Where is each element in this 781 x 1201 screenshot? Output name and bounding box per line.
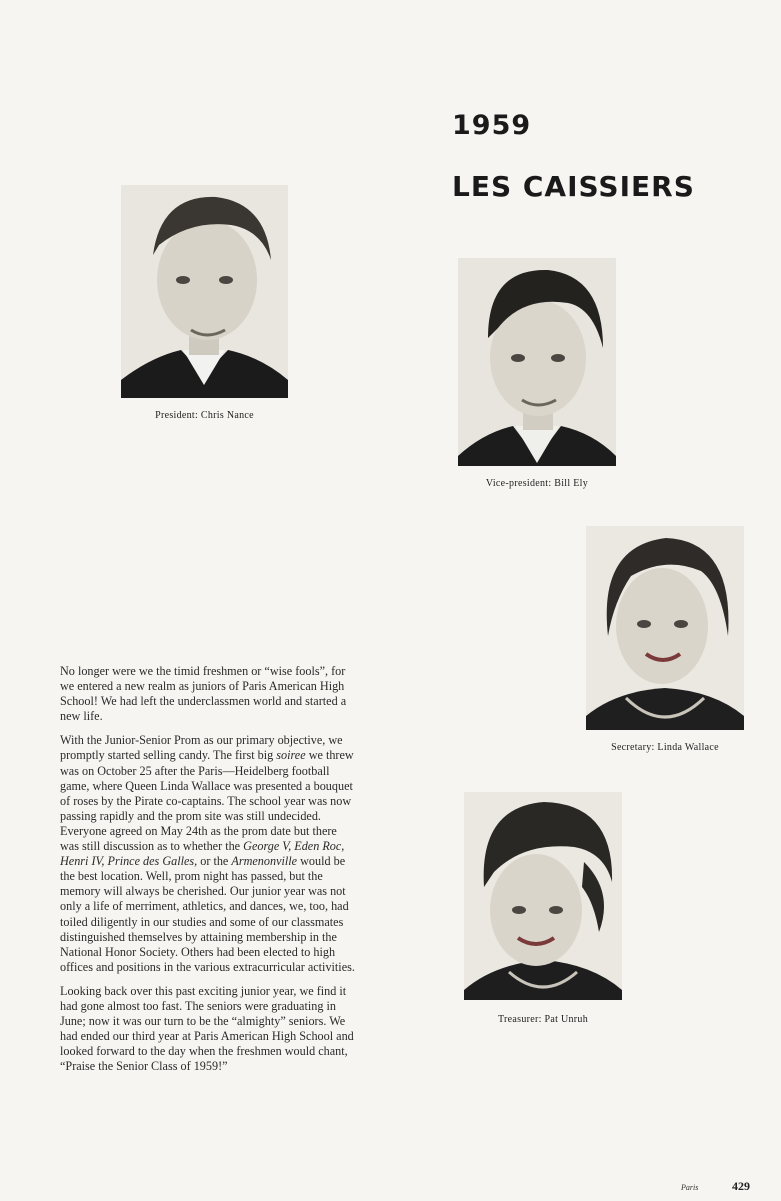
article-p2-armenonville: Armenonville	[231, 854, 298, 869]
secretary-caption: Secretary: Linda Wallace	[611, 742, 719, 753]
article-p2-part-d: would be the best location. Well, prom night has passed, but the memory will always be cherished. Our junior year was not only a life of merriment, athletics, and dances, we, too, had toiled diligently in our studies and some of our classmates distinguished themselves by attaining membership in the National Honor Society. Others had been elected to high offices and positions in the various extracurricular activities.	[60, 854, 355, 974]
article-p2-part-c: or the	[197, 854, 232, 869]
president-caption: President: Chris Nance	[155, 410, 254, 421]
article-paragraph-2	[60, 733, 356, 975]
vice-president-photo	[458, 258, 616, 466]
treasurer-caption: Treasurer: Pat Unruh	[497, 1014, 589, 1025]
footer-page-number: 429	[732, 1179, 750, 1193]
article-paragraph-1: No longer were we the timid freshmen or “wise fools”, for we entered a new realm as juniors of Paris American High School! We had left the underclassmen world and started a new life.	[60, 664, 347, 724]
secretary-photo	[586, 526, 744, 730]
president-photo	[121, 185, 288, 398]
page-title: LES CAISSIERS	[452, 170, 695, 203]
article-p2-part-a: With the Junior-Senior Prom as our primary objective, we promptly started selling candy. The first big	[60, 733, 343, 763]
vice-president-caption: Vice-president: Bill Ely	[485, 478, 589, 489]
article-body	[60, 664, 356, 1083]
article-p2-part-b: we threw was on October 25 after the Paris—Heidelberg football game, where Queen Linda Wallace was presented a bouquet of roses by the Pirate co-captains. The school year was now passing rapidly and the prom site was still undecided. Everyone agreed on May 24th as the prom date but there was still discussion as to whether the	[60, 748, 354, 854]
article-paragraph-3: Looking back over this past exciting junior year, we find it had gone almost too fast. The seniors were graduating in June; now it was our turn to be the “almighty” seniors. We had ended our third year at Paris American High School and looked forward to the day when the freshmen would chant, “Praise the Senior Class of 1959!”	[60, 983, 354, 1074]
page-year: 1959	[452, 110, 532, 141]
article-p2-soiree: soiree	[276, 748, 306, 763]
article-p2-venues: George V, Eden Roc, Henri IV, Prince des Galles,	[60, 839, 345, 869]
treasurer-photo	[464, 792, 622, 1000]
footer-publication: Paris	[681, 1183, 699, 1192]
